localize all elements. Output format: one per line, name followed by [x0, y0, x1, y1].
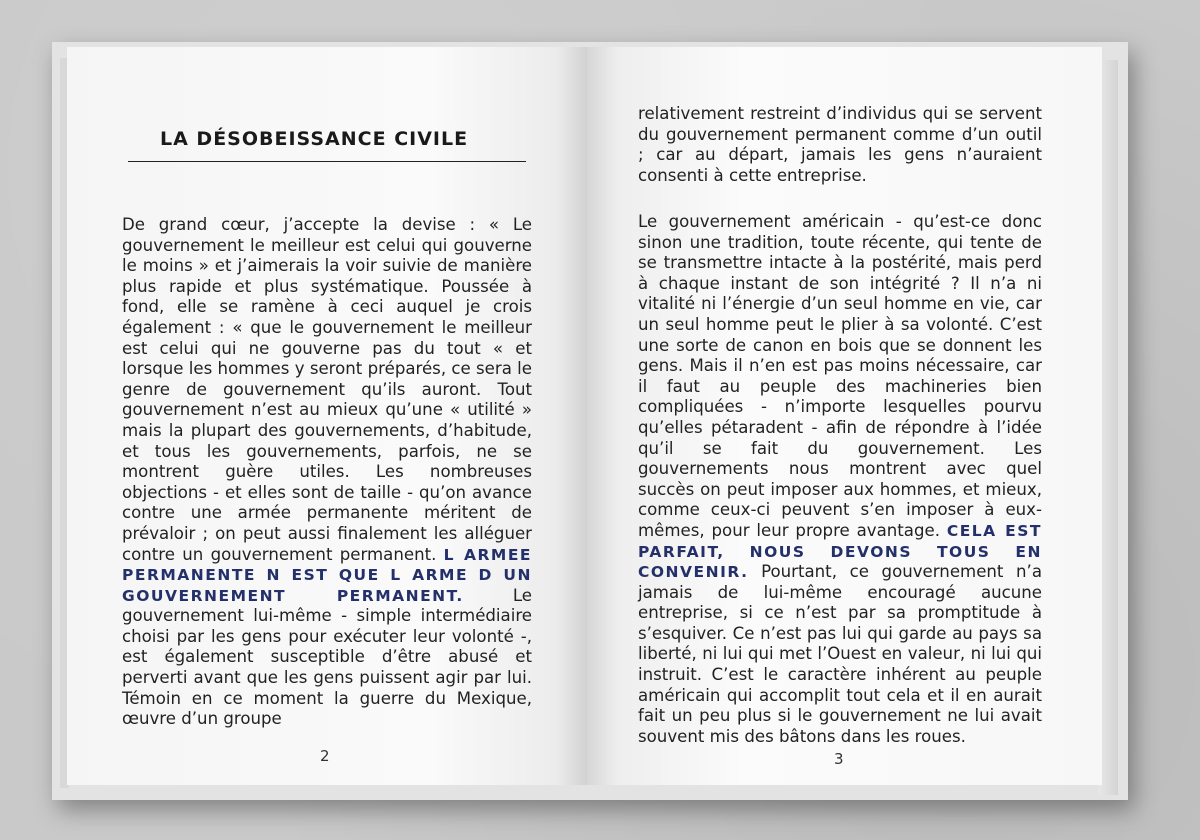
left-paragraph-continuation: Le gouvernement lui-même - simple intermédiaire choisi par les gens pour exécuter leur volonté -, est également susceptible d’être abusé et perverti avant que les gens puissent agir par lui. Témoin en ce moment la guerre du Mexique, œuvre d’un groupe — [122, 585, 532, 729]
left-paragraph-body: De grand cœur, j’accepte la devise : « Le gouvernement le meilleur est celui qui gouverne le moins » et j’aimerais la voir suivie de manière plus rapide et plus systématique. Poussée à fond, elle se ramène à ceci auquel je crois également : « que le gouvernement le meilleur est celui qui ne gouverne pas du tout « et lorsque les hommes y seront préparés, ce sera le genre de gouvernement qu’ils auront. Tout gouvernement n’est au mieux qu’une « utilité » mais la plupart des gouvernements, d’habitude, et tous les gouvernements, parfois, ne se montrent guère utiles. Les nombreuses objections - et elles sont de taille - qu’on avance contre une armée permanente méritent de prévaloir ; on peut aussi finalement les alléguer contre un gouvernement permanent. — [122, 215, 532, 564]
title-rule — [128, 161, 526, 162]
right-paragraph-continuation: Pourtant, ce gouvernement n’a jamais de lui-même encouragé aucune entreprise, si ce n’est par sa promptitude à s’esquiver. Ce n’est pas lui qui garde au pays sa liberté, ni lui qui met l’Ouest en valeur, ni lui qui instruit. C’est le caractère inhérent au peuple américain qui accomplit tout cela et il en aurait fait un peu plus si le gouvernement ne lui avait souvent mis des bâtons dans les roues. — [638, 562, 1042, 746]
left-page-text — [122, 215, 532, 730]
right-paragraph-body: Le gouvernement américain - qu’est-ce donc sinon une tradition, toute récente, qui tente de se transmettre intacte à la postérité, mais perd à chaque instant de son intégrité ? Il n’a ni vitalité ni l’énergie d’un seul homme en vie, car un seul homme peut le plier à sa volonté. C’est une sorte de canon en bois que se donnent les gens. Mais il n’en est pas moins nécessaire, car il faut au peuple des machineries bien compliquées - n’importe lesquelles pourvu qu’elles pétaradent - afin de répondre à l’idée qu’il se fait du gouvernement. Les gouvernements nous montrent avec quel succès on peut imposer aux hommes, et mieux, comme ceux-ci peuvent s’en imposer à eux-mêmes, pour leur propre avantage. — [638, 212, 1042, 540]
page-number-left: 2 — [320, 747, 330, 765]
left-paragraph — [122, 215, 532, 730]
right-paragraph-2 — [638, 212, 1042, 747]
right-page-text-top — [638, 104, 1042, 186]
right-page-text-main — [638, 212, 1042, 747]
left-highlight: L ARMEE PERMANENTE N EST QUE L ARME D UN GOUVERNEMENT PERMANENT. — [122, 545, 532, 605]
right-highlight: CELA EST PARFAIT, NOUS DEVONS TOUS EN CONVENIR. — [638, 521, 1042, 582]
page-number-right: 3 — [834, 750, 844, 768]
document-title: LA DÉSOBEISSANCE CIVILE — [160, 128, 469, 150]
right-paragraph-1: relativement restreint d’individus qui se servent du gouvernement permanent comme d’un outil ; car au départ, jamais les gens n’auraient consenti à cette entreprise. — [638, 104, 1042, 185]
